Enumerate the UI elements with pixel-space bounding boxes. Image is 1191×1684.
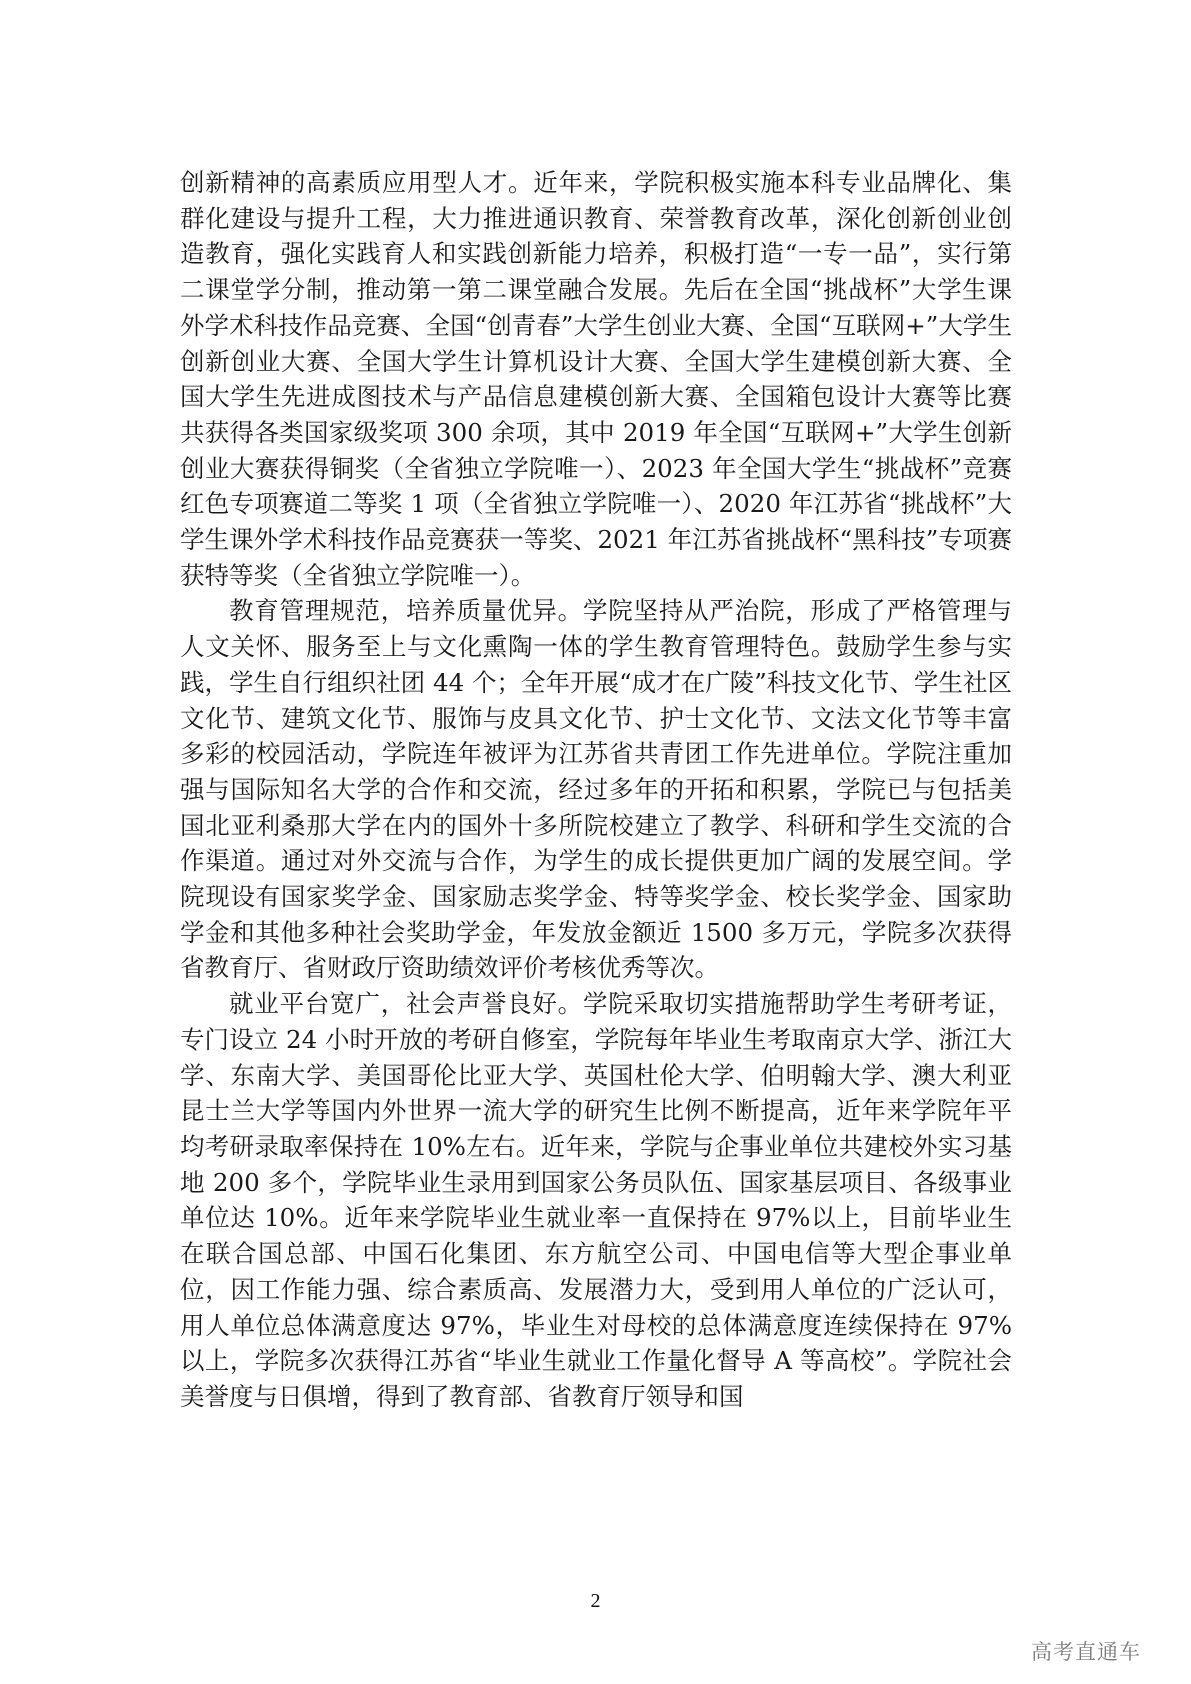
page-number: 2: [590, 1590, 601, 1612]
paragraph-innovation-awards: 创新精神的高素质应用型人才。近年来，学院积极实施本科专业品牌化、集群化建设与提升工程，大力推进通识教育、荣誉教育改革，深化创新创业创造教育，强化实践育人和实践创新能力培养，积极打造“一专一品”，实行第二课堂学分制，推动第一第二课堂融合发展。先后在全国“挑战杯”大学生课外学术科技作品竞赛、全国“创青春”大学生创业大赛、全国“互联网+”大学生创新创业大赛、全国大学生计算机设计大赛、全国大学生建模创新大赛、全国大学生先进成图技术与产品信息建模创新大赛、全国箱包设计大赛等比赛共获得各类国家级奖项 300 余项，其中 2019 年全国“互联网+”大学生创新创业大赛获得铜奖（全省独立学院唯一）、2023 年全国大学生“挑战杯”竞赛红色专项赛道二等奖 1 项（全省独立学院唯一）、2020 年江苏省“挑战杯”大学生课外学术科技作品竞赛获一等奖、2021 年江苏省挑战杯“黑科技”专项赛获特等奖（全省独立学院唯一）。: [180, 168, 1012, 590]
watermark-logo-text: 高考直通车: [1031, 1640, 1141, 1664]
paragraph-education-management: 教育管理规范，培养质量优异。学院坚持从严治院，形成了严格管理与人文关怀、服务至上与文化熏陶一体的学生教育管理特色。鼓励学生参与实践，学生自行组织社团 44 个；全年开展“成才在广陵”科技文化节、学生社区文化节、建筑文化节、服饰与皮具文化节、护士文化节、文法文化节等丰富多彩的校园活动，学院连年被评为江苏省共青团工作先进单位。学院注重加强与国际知名大学的合作和交流，经过多年的开拓和积累，学院已与包括美国北亚利桑那大学在内的国外十多所院校建立了教学、科研和学生交流的合作渠道。通过对外交流与合作，为学生的成长提供更加广阔的发展空间。学院现设有国家奖学金、国家励志奖学金、特等奖学金、校长奖学金、国家助学金和其他多种社会奖助学金，年发放金额近 1500 多万元，学院多次获得省教育厅、省财政厅资助绩效评价考核优秀等次。: [180, 596, 1012, 983]
body-text: [180, 165, 1012, 1415]
paragraph-employment-platform: 就业平台宽广，社会声誉良好。学院采取切实措施帮助学生考研考证，专门设立 24 小时开放的考研自修室，学院每年毕业生考取南京大学、浙江大学、东南大学、美国哥伦比亚大学、英国杜伦大学、伯明翰大学、澳大利亚昆士兰大学等国内外世界一流大学的研究生比例不断提高，近年来学院年平均考研录取率保持在 10%左右。近年来，学院与企事业单位共建校外实习基地 200 多个，学院毕业生录用到国家公务员队伍、国家基层项目、各级事业单位达 10%。近年来学院毕业生就业率一直保持在 97%以上，目前毕业生在联合国总部、中国石化集团、东方航空公司、中国电信等大型企事业单位，因工作能力强、综合素质高、发展潜力大，受到用人单位的广泛认可，用人单位总体满意度达 97%，毕业生对母校的总体满意度连续保持在 97%以上，学院多次获得江苏省“毕业生就业工作量化督导 A 等高校”。学院社会美誉度与日俱增，得到了教育部、省教育厅领导和国: [180, 989, 1012, 1411]
